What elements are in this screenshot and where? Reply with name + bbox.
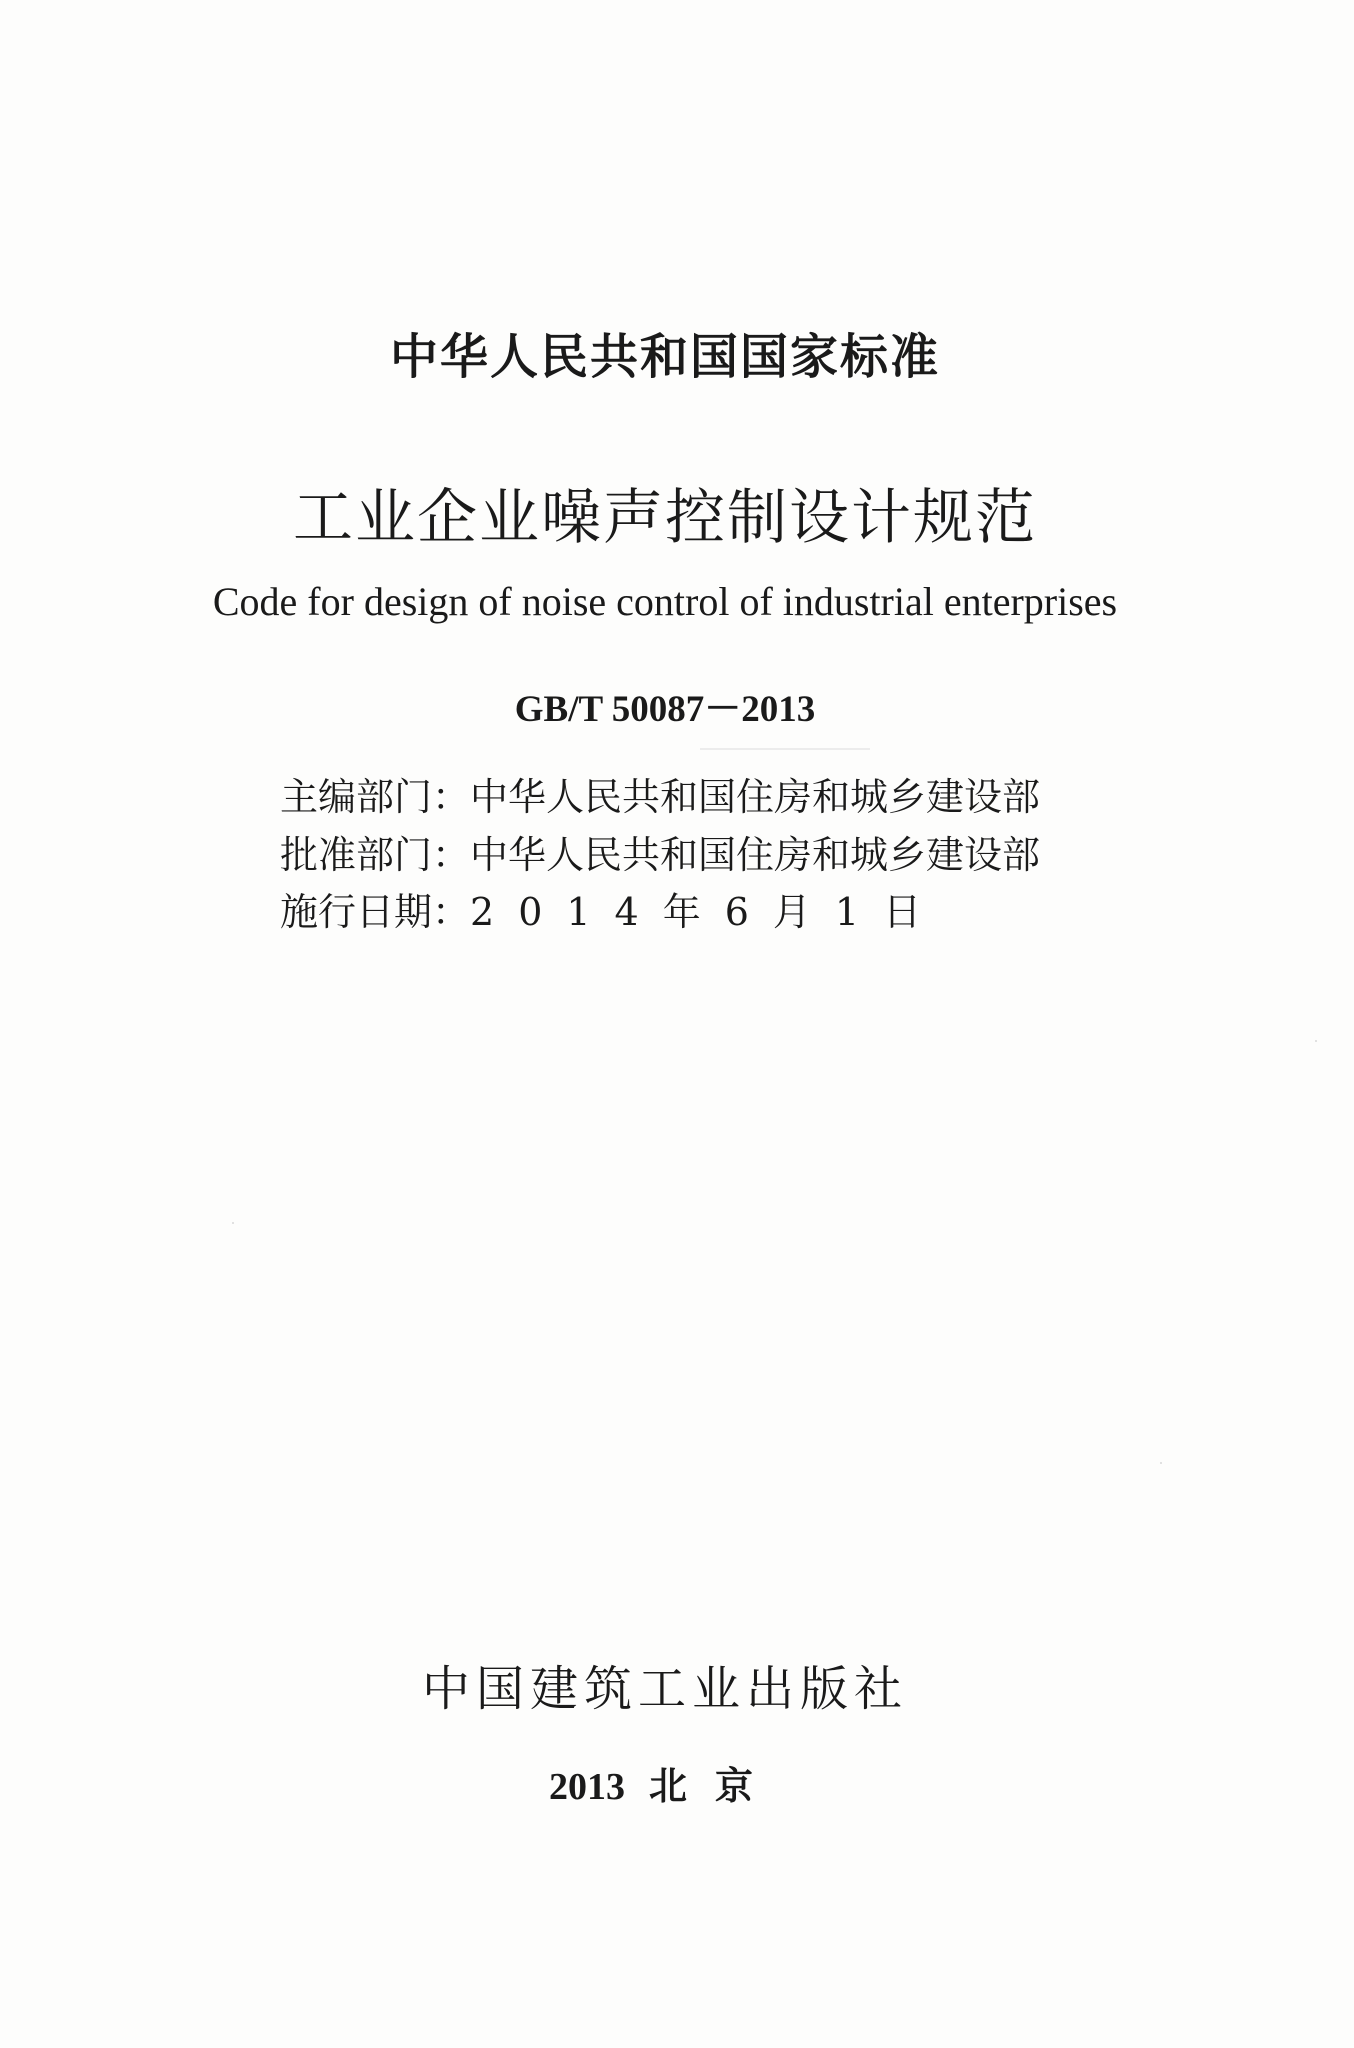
publisher-name: 中国建筑工业出版社	[421, 1661, 908, 1717]
publication-city: 北京	[648, 1764, 781, 1808]
publication-year-city	[0, 1755, 1330, 1810]
chief-editor-label: 主编部门：	[280, 775, 471, 819]
english-title: Code for design of noise control of industrial enterprises	[212, 579, 1118, 624]
national-standard-heading: 中华人民共和国国家标准	[389, 329, 940, 385]
effective-date-row	[280, 890, 1080, 934]
chief-editor-row	[280, 775, 1080, 819]
chinese-title: 工业企业噪声控制设计规范	[293, 483, 1037, 553]
scan-speck	[232, 1222, 234, 1224]
effective-date-value: 2014年6月1日	[470, 890, 946, 934]
scan-speck	[1315, 1040, 1317, 1042]
effective-date-label: 施行日期：	[280, 890, 471, 934]
approval-value: 中华人民共和国住房和城乡建设部	[470, 833, 1041, 877]
approval-row	[280, 833, 1080, 877]
approval-label: 批准部门：	[280, 833, 471, 877]
scan-speck	[1160, 1462, 1162, 1464]
publication-year: 2013	[548, 1766, 625, 1808]
chief-editor-value: 中华人民共和国住房和城乡建设部	[470, 775, 1041, 819]
standard-code: GB/T 50087－2013	[514, 689, 816, 730]
divider	[700, 748, 870, 750]
